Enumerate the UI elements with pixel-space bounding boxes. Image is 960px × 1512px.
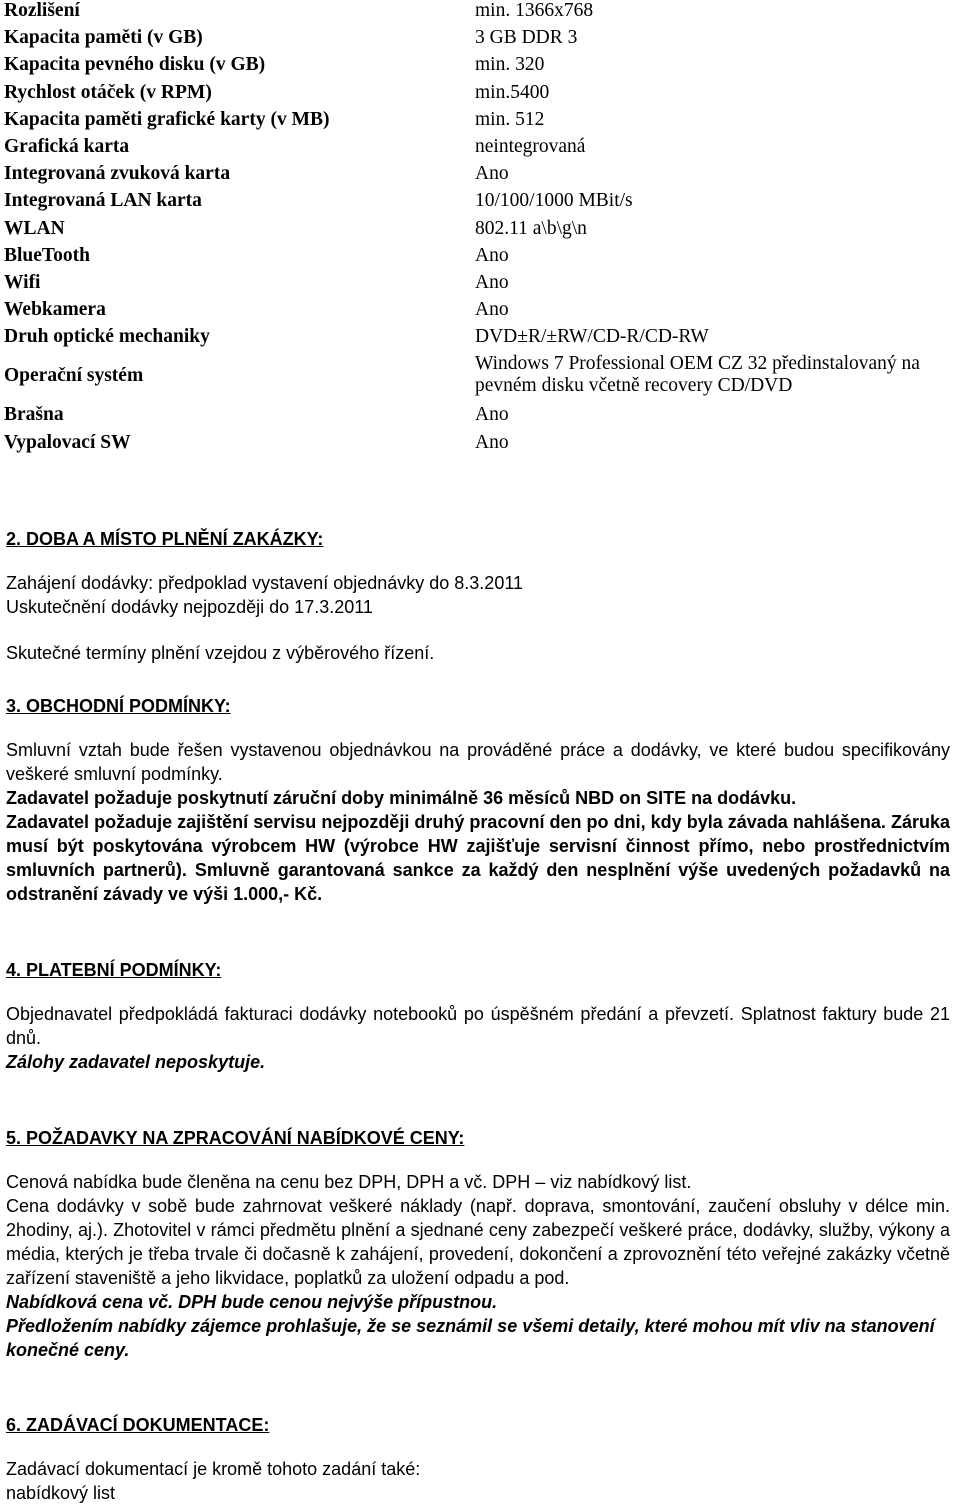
spec-row-wifi (0, 272, 960, 299)
spec-row-bluetooth (0, 245, 960, 272)
spec-row-vypalovaci-sw (0, 432, 960, 459)
spec-label: Vypalovací SW (4, 431, 131, 453)
spec-value: 10/100/1000 MBit/s (475, 190, 633, 212)
spec-row-kapacita-pameti (0, 27, 960, 54)
spec-label: Kapacita pevného disku (v GB) (4, 54, 266, 76)
spec-label: Grafická karta (4, 135, 130, 157)
spec-value: min. 1366x768 (475, 0, 594, 21)
spec-row-lan-karta (0, 190, 960, 217)
spec-label: Kapacita paměti (v GB) (4, 27, 203, 49)
spec-row-operacni-system (0, 353, 960, 404)
section-heading: 3. OBCHODNÍ PODMÍNKY: (6, 696, 231, 716)
section-obchodni-podminky (6, 694, 950, 906)
section-heading: 4. PLATEBNÍ PODMÍNKY: (6, 960, 222, 980)
section-line: Skutečné termíny plnění vzejdou z výběrového řízení. (6, 643, 435, 663)
spec-label: Webkamera (4, 299, 106, 321)
spec-label: Rychlost otáček (v RPM) (4, 81, 212, 103)
spec-label: Kapacita paměti grafické karty (v MB) (4, 108, 330, 130)
section-line: Zahájení dodávky: předpoklad vystavení objednávky do 8.3.2011 (6, 573, 524, 593)
section-paragraph: Zálohy zadavatel neposkytuje. (6, 1052, 266, 1072)
spec-value: 802.11 a\b\g\n (475, 217, 587, 239)
spec-value: min. 512 (475, 108, 545, 130)
section-line: Uskutečnění dodávky nejpozději do 17.3.2011 (6, 597, 373, 617)
spec-row-rozliseni (0, 0, 960, 27)
spec-value: Ano (475, 271, 509, 293)
spec-label: Integrovaná LAN karta (4, 190, 202, 212)
spec-row-wlan (0, 218, 960, 245)
spec-table (0, 0, 960, 459)
spec-value: Windows 7 Professional OEM CZ 32 předinstalovaný na pevném disku včetně recovery CD/DVD (475, 353, 920, 397)
section-pozadavky-na-cenu (6, 1126, 950, 1362)
spec-row-pamet-graficke-karty (0, 109, 960, 136)
spec-value: neintegrovaná (475, 135, 586, 157)
section-heading: 6. ZADÁVACÍ DOKUMENTACE: (6, 1415, 270, 1435)
spec-row-rychlost-otacek (0, 82, 960, 109)
spec-row-graficka-karta (0, 136, 960, 163)
section-doba-a-misto-plneni (6, 527, 950, 665)
spec-value: 3 GB DDR 3 (475, 27, 578, 49)
spec-label: BlueTooth (4, 244, 90, 266)
spec-value: Ano (475, 431, 509, 453)
section-paragraph: Objednavatel předpokládá fakturaci dodávky notebooků po úspěšném předání a převzetí. Splatnost faktury bude 21 dnů. (6, 1004, 950, 1048)
section-heading: 2. DOBA A MÍSTO PLNĚNÍ ZAKÁZKY: (6, 529, 324, 549)
section-heading: 5. POŽADAVKY NA ZPRACOVÁNÍ NABÍDKOVÉ CENY: (6, 1128, 465, 1148)
section-paragraph: Předložením nabídky zájemce prohlašuje, že se seznámil se všemi detaily, které mohou mít vliv na stanovení konečné ceny. (6, 1316, 935, 1360)
spec-value: Ano (475, 404, 509, 426)
spec-value: Ano (475, 299, 509, 321)
spec-value: DVD±R/±RW/CD-R/CD-RW (475, 326, 709, 348)
section-zadavaci-dokumentace (6, 1413, 950, 1505)
spec-value: min. 320 (475, 54, 545, 76)
spec-row-kapacita-disku (0, 54, 960, 81)
spec-value: Ano (475, 163, 509, 185)
section-paragraph: Zadavatel požaduje poskytnutí záruční doby minimálně 36 měsíců NBD on SITE na dodávku. (6, 788, 797, 808)
spec-row-opticka-mechanika (0, 326, 960, 353)
spec-label: Integrovaná zvuková karta (4, 163, 231, 185)
section-line: Zadávací dokumentací je kromě tohoto zadání také: (6, 1459, 421, 1479)
spec-row-brasna (0, 404, 960, 431)
spec-label: WLAN (4, 217, 65, 239)
section-paragraph: Cena dodávky v sobě bude zahrnovat veškeré náklady (např. doprava, smontování, zaučení obsluhy v délce min. 2hodiny, aj.). Zhotovitel v rámci předmětu plnění a sjednané ceny zabezpečí veškeré práce, dodávky, služby, výkony a média, kterých je třeba trvale či dočasně k zahájení, provedení, dokončení a zprovoznění této veřejné zakázky včetně zařízení staveniště a jeho likvidace, poplatků za uložení odpadu a pod. (6, 1196, 950, 1288)
section-paragraph: Smluvní vztah bude řešen vystavenou objednávkou na prováděné práce a dodávky, ve které budou specifikovány veškeré smluvní podmínky. (6, 740, 950, 784)
spec-row-zvukova-karta (0, 163, 960, 190)
spec-label: Brašna (4, 404, 64, 426)
spec-label: Druh optické mechaniky (4, 326, 210, 348)
section-paragraph: Cenová nabídka bude členěna na cenu bez DPH, DPH a vč. DPH – viz nabídkový list. (6, 1172, 692, 1192)
spec-label: Operační systém (4, 365, 144, 387)
section-paragraph: Zadavatel požaduje zajištění servisu nejpozději druhý pracovní den po dni, kdy byla závada nahlášena. Záruka musí být poskytována výrobcem HW (výrobce HW zajišťuje servisní činnost přímo, nebo prostřednictvím smluvních partnerů). Smluvně garantovaná sankce za každý den nesplnění výše uvedených požadavků na odstranění závady ve výši 1.000,- Kč. (6, 812, 950, 904)
spec-label: Rozlišení (4, 0, 80, 21)
section-platebni-podminky (6, 958, 950, 1074)
spec-row-webkamera (0, 299, 960, 326)
section-paragraph: Nabídková cena vč. DPH bude cenou nejvýše přípustnou. (6, 1292, 498, 1312)
section-line: nabídkový list (6, 1483, 116, 1503)
spec-label: Wifi (4, 271, 41, 293)
spec-value: min.5400 (475, 81, 550, 103)
spec-value: Ano (475, 244, 509, 266)
